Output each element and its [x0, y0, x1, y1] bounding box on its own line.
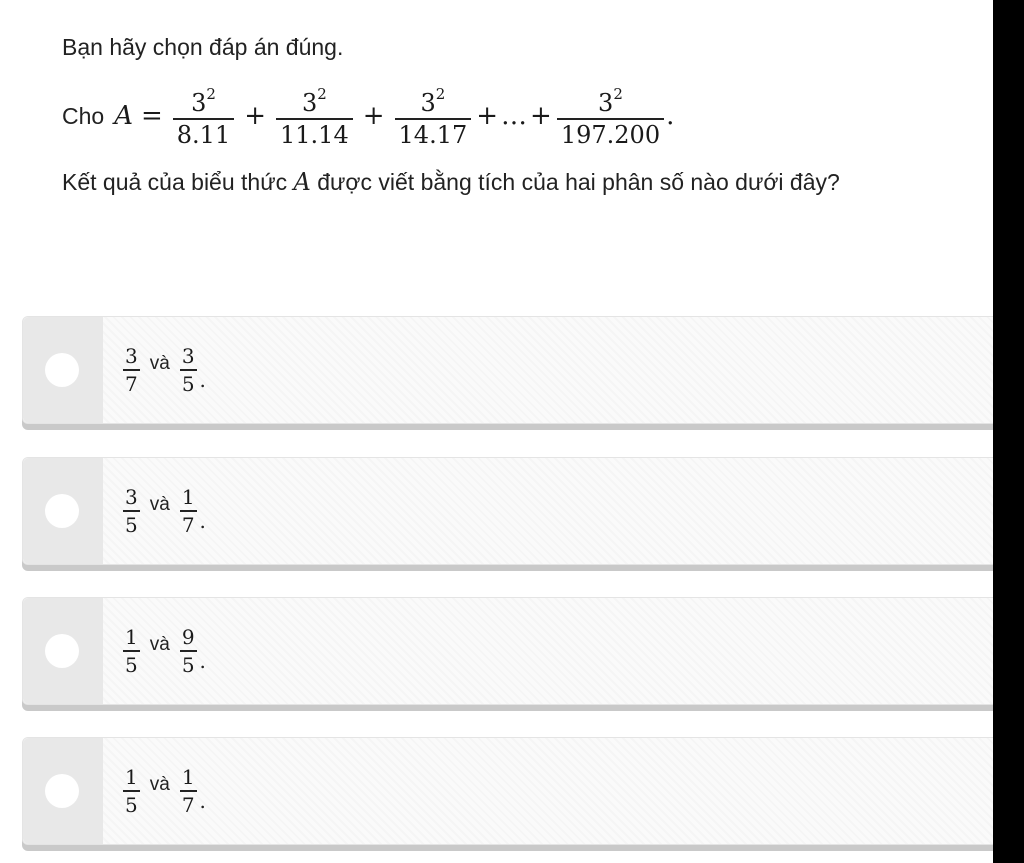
conjunction: và [149, 774, 170, 795]
option-content [121, 598, 206, 704]
formula-period: . [666, 101, 675, 131]
option-content [121, 317, 206, 423]
option-content [121, 738, 206, 844]
instruction-text: Bạn hãy chọn đáp án đúng. [62, 34, 344, 60]
fraction-1: $\frac{1}{5}$ [125, 625, 138, 677]
formula-term: $\frac{3^2}{8.11}$ [173, 82, 234, 150]
question-text: Kết quả của biểu thức A được viết bằng tích của hai phân số nào dưới đây? [62, 168, 840, 196]
option-period: . [199, 509, 206, 533]
option-period: . [199, 789, 206, 813]
fraction-2: $\frac{3}{5}$ [181, 344, 195, 396]
fraction-2: $\frac{1}{7}$ [181, 485, 195, 537]
plus-sign: + [476, 101, 499, 131]
formula-term: $\frac{3^2}{14.17}$ [395, 82, 472, 150]
plus-sign: + [530, 101, 552, 131]
radio-button[interactable] [45, 494, 79, 528]
answer-option-2[interactable] [22, 457, 993, 565]
fraction-1: $\frac{1}{5}$ [125, 765, 138, 817]
formula-variable: A [114, 101, 133, 131]
option-period: . [199, 368, 206, 392]
radio-column [23, 458, 103, 564]
conjunction: và [149, 494, 170, 515]
fraction-2: $\frac{1}{7}$ [181, 765, 195, 817]
radio-column [23, 317, 103, 423]
formula-prefix: Cho [62, 102, 105, 129]
fraction-1: $\frac{3}{5}$ [125, 485, 138, 537]
fraction-1: $\frac{3}{7}$ [125, 344, 138, 396]
formula [62, 76, 674, 156]
answer-option-3[interactable] [22, 597, 993, 705]
conjunction: và [149, 353, 170, 374]
ellipsis: … [501, 101, 528, 131]
fraction-2: $\frac{9}{5}$ [181, 625, 195, 677]
conjunction: và [149, 634, 170, 655]
answer-option-4[interactable] [22, 737, 993, 845]
radio-button[interactable] [45, 774, 79, 808]
plus-sign: + [244, 101, 267, 131]
formula-term: $\frac{3^2}{197.200}$ [557, 82, 664, 150]
formula-equals: = [140, 101, 163, 131]
radio-button[interactable] [45, 353, 79, 387]
formula-term: $\frac{3^2}{11.14}$ [276, 82, 353, 150]
radio-column [23, 738, 103, 844]
radio-column [23, 598, 103, 704]
option-content [121, 458, 206, 564]
question-variable: A [293, 168, 311, 196]
plus-sign: + [362, 101, 385, 131]
radio-button[interactable] [45, 634, 79, 668]
option-period: . [199, 649, 206, 673]
answer-option-1[interactable] [22, 316, 993, 424]
